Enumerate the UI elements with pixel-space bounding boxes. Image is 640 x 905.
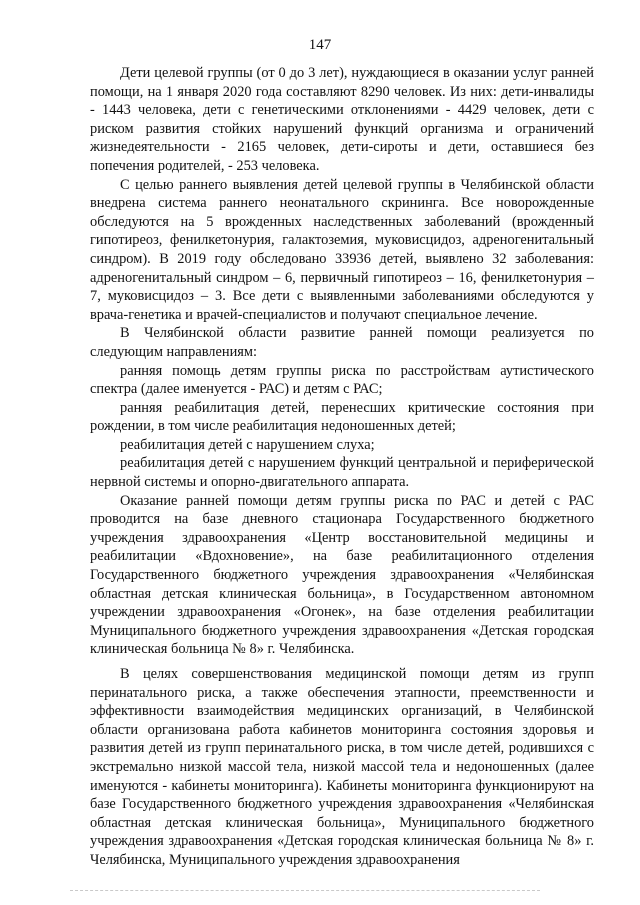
paragraph-asd-care-institutions: Оказание ранней помощи детям группы риска по РАС и детей с РАС проводится на базе дневного стационара Государственного бюджетного учреждения здравоохранения «Центр восстановительной медицины и реабилитации «Вдохновение», на базе реабилитационного отделения Государственного бюджетного учреждения здравоохранения «Челябинская областная детская клиническая больница», в Государственном автономном учреждении здравоохранения «Огонек», на базе отделения реабилитации Муниципального бюджетного учреждения здравоохранения «Детская городская клиническая больница № 8» г. Челябинска. [90, 492, 594, 658]
paragraph-direction-hearing: реабилитация детей с нарушением слуха; [120, 436, 375, 453]
paragraph-direction-nervous-system: реабилитация детей с нарушением функций центральной и периферической нервной системы и опорно-двигательного аппарата. [90, 455, 594, 491]
paragraph-neonatal-screening: С целью раннего выявления детей целевой группы в Челябинской области внедрена система раннего неонатального скрининга. Все новорожденные обследуются на 5 врожденных наследственных заболеваний (врожденный гипотиреоз, фенилкетонурия, галактоземия, муковисцидоз, адреногенитальный синдром). В 2019 году обследовано 33936 детей, выявлено 32 заболевания: адреногенитальный синдром – 6, первичный гипотиреоз – 16, фенилкетонурия – 7, муковисцидоз – 3. Все дети с выявленными заболеваниями обследуются у врача-генетика и врачей-специалистов и получают специальное лечение. [90, 176, 594, 323]
scan-edge-line [70, 890, 540, 891]
paragraph-direction-asd: ранняя помощь детям группы риска по расстройствам аутистического спектра (далее именуется - РАС) и детям с РАС; [90, 362, 594, 398]
paragraph-monitoring-offices: В целях совершенствования медицинской помощи детям из групп перинатального риска, а также обеспечения этапности, преемственности и эффективности взаимодействия медицинских организаций, в Челябинской области организована работа кабинетов мониторинга состояния здоровья и развития детей из групп перинатального риска, в том числе детей, родившихся с экстремально низкой массой тела, низкой массой тела и недоношенных (далее именуются - кабинеты мониторинга). Кабинеты мониторинга функционируют на базе Государственного бюджетного учреждения здравоохранения «Челябинская областная детская клиническая больница», Муниципального бюджетного учреждения здравоохранения «Детская городская клиническая больница № 8» г. Челябинска, Муниципального учреждения здравоохранения [90, 666, 594, 868]
paragraph-target-group-stats: Дети целевой группы (от 0 до 3 лет), нуждающиеся в оказании услуг ранней помощи, на 1 января 2020 года составляют 8290 человек. Из них: дети-инвалиды - 1443 человека, дети с генетическими отклонениями - 4429 человек, дети с риском развития стойких нарушений функций организма и ограничений жизнедеятельности - 2165 человек, дети-сироты и дети, оставшиеся без попечения родителей, - 253 человека. [90, 65, 594, 174]
body-text [90, 64, 594, 870]
paragraph-direction-critical-states: ранняя реабилитация детей, перенесших критические состояния при рождении, в том числе реабилитация недоношенных детей; [90, 399, 594, 435]
page-number: 147 [308, 37, 332, 53]
paragraph-directions-intro: В Челябинской области развитие ранней помощи реализуется по следующим направлениям: [90, 325, 594, 360]
